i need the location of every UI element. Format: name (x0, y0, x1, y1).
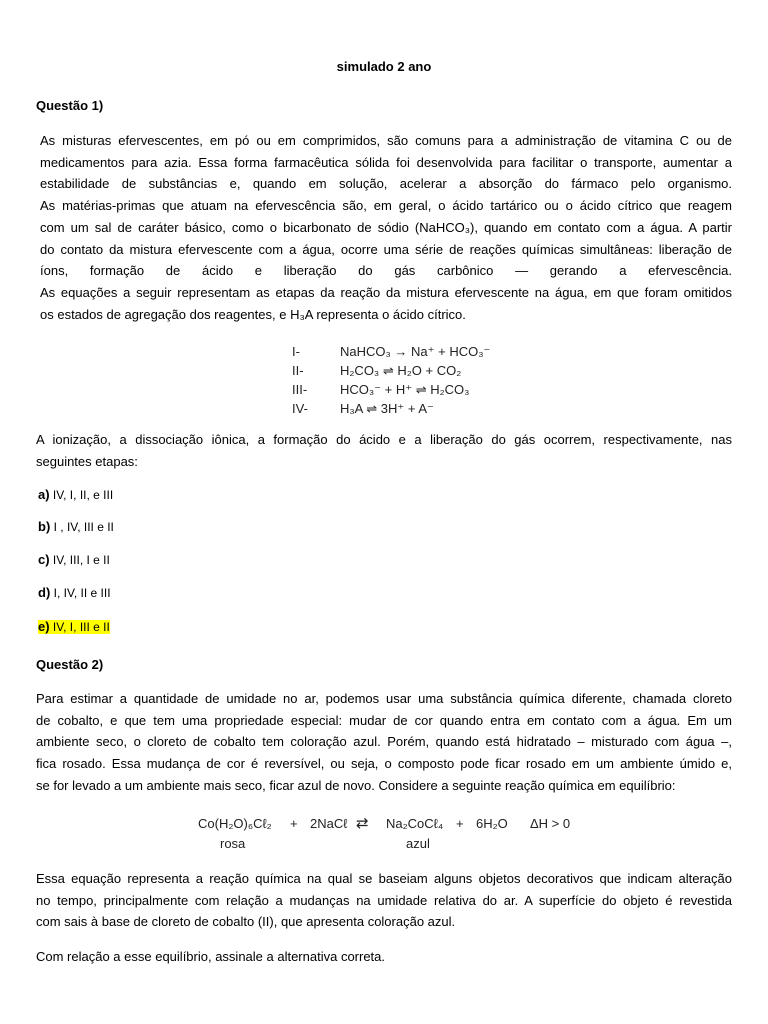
paragraph-line: os estados de agregação dos reagentes, e H₃A representa o ácido cítrico. (40, 306, 466, 322)
option-letter: b) (38, 519, 51, 534)
paragraph-line: com sais à base de cloreto de cobalto (II), que apresenta coloração azul. (36, 914, 456, 930)
option-letter: d) (38, 585, 51, 600)
question-2-continuation (36, 868, 732, 933)
stem-line: seguintes etapas: (36, 453, 138, 469)
document-title: simulado 2 ano (336, 59, 432, 74)
option-c[interactable] (38, 551, 110, 568)
enthalpy: ΔH > 0 (530, 816, 571, 831)
option-a[interactable] (38, 486, 113, 503)
question-1-stem (36, 429, 732, 472)
question-1-paragraph (40, 130, 732, 325)
plus-sign: + (456, 816, 464, 831)
prompt-line: Com relação a esse equilíbrio, assinale a alternativa correta. (36, 949, 386, 964)
paragraph-line: de cobalto, e que tem uma propriedade especial: mudar de cor quando entra em contato com a água. Em um (36, 712, 732, 728)
paragraph-line: do contato da mistura efervescente com a água, ocorre uma série de reações químicas simultâneas: liberação de (40, 241, 732, 257)
option-letter: c) (38, 552, 50, 567)
paragraph-line: estabilidade de substâncias e, quando em solução, acelerar a absorção do fármaco pelo organismo. (40, 176, 732, 192)
cobalt-equilibrium-equation (198, 816, 578, 856)
equation-text: HCO₃⁻ + H⁺ ⇌ H₂CO₃ (340, 382, 470, 397)
product: Na₂CoCℓ₄ (386, 816, 444, 831)
equation-number: II- (292, 363, 304, 378)
equation-number: I- (292, 344, 300, 359)
paragraph-line: com um sal de caráter básico, como o bicarbonato de sódio (NaHCO₃), quando em contato com a água. A partir (40, 219, 732, 235)
paragraph-line: íons, formação de ácido e liberação do gás carbônico — gerando a efervescência. (40, 263, 732, 279)
paragraph-line: ambiente seco, o cloreto de cobalto tem coloração azul. Porém, quando está hidratado – misturado com água –, (36, 734, 732, 750)
question-1-heading: Questão 1) (36, 98, 104, 113)
paragraph-line: medicamentos para azia. Essa forma farmacêutica sólida foi desenvolvida para facilitar o transporte, aumentar a (40, 154, 732, 170)
option-letter: a) (38, 487, 50, 502)
question-2-paragraph (36, 688, 732, 797)
paragraph-line: Para estimar a quantidade de umidade no ar, podemos usar uma substância química diferente, chamada cloreto (36, 691, 732, 706)
paragraph-line: As misturas efervescentes, em pó ou em comprimidos, são comuns para a administração de vitamina C ou de (40, 133, 732, 148)
option-text: IV, I, III e II (52, 620, 110, 634)
equation-number: III- (292, 382, 308, 397)
paragraph-line: As matérias-primas que atuam na efervescência são, em geral, o ácido tartárico ou o ácido cítrico que reagem (40, 198, 732, 214)
option-text: I , IV, III e II (53, 520, 114, 534)
color-label-rosa: rosa (220, 836, 246, 851)
option-d[interactable] (38, 584, 111, 601)
reactant: Co(H₂O)₆Cℓ₂ (198, 816, 272, 831)
equation-text: H₃A ⇌ 3H⁺ + A⁻ (340, 401, 434, 416)
option-text: IV, I, II, e III (52, 488, 114, 502)
equation-text: H₂CO₃ ⇌ H₂O + CO₂ (340, 363, 462, 378)
paragraph-line: fica rosado. Essa mudança de cor é reversível, ou seja, o composto pode ficar rosado em um ambiente úmido e, (36, 756, 732, 772)
question-2-heading: Questão 2) (36, 657, 104, 672)
equation-text: NaHCO₃ → Na⁺ + HCO₃⁻ (340, 344, 491, 359)
plus-sign: + (290, 816, 298, 831)
equation-number: IV- (292, 401, 308, 416)
option-letter: e) (38, 619, 50, 634)
stem-line: A ionização, a dissociação iônica, a formação do ácido e a liberação do gás ocorrem, respectivamente, nas (36, 432, 732, 447)
paragraph-line: As equações a seguir representam as etapas da reação da mistura efervescente na água, em que foram omitidos (40, 284, 732, 300)
color-label-azul: azul (406, 836, 430, 851)
paragraph-line: no tempo, principalmente com relação a mudanças na umidade relativa do ar. A superfície do objeto é revestida (36, 892, 732, 908)
option-e[interactable] (38, 618, 110, 635)
paragraph-line: se for levado a um ambiente mais seco, ficar azul de novo. Considere a seguinte reação química em equilíbrio: (36, 777, 676, 793)
option-text: I, IV, II e III (53, 586, 111, 600)
question-2-prompt (36, 946, 732, 968)
product: 6H₂O (476, 816, 508, 831)
option-text: IV, III, I e II (52, 553, 110, 567)
equilibrium-arrow: ⇄ (356, 815, 369, 832)
reagent: 2NaCℓ (310, 816, 348, 831)
option-b[interactable] (38, 518, 114, 535)
reaction-equations (284, 342, 490, 418)
paragraph-line: Essa equação representa a reação química na qual se baseiam alguns objetos decorativos que indicam alteração (36, 871, 732, 886)
